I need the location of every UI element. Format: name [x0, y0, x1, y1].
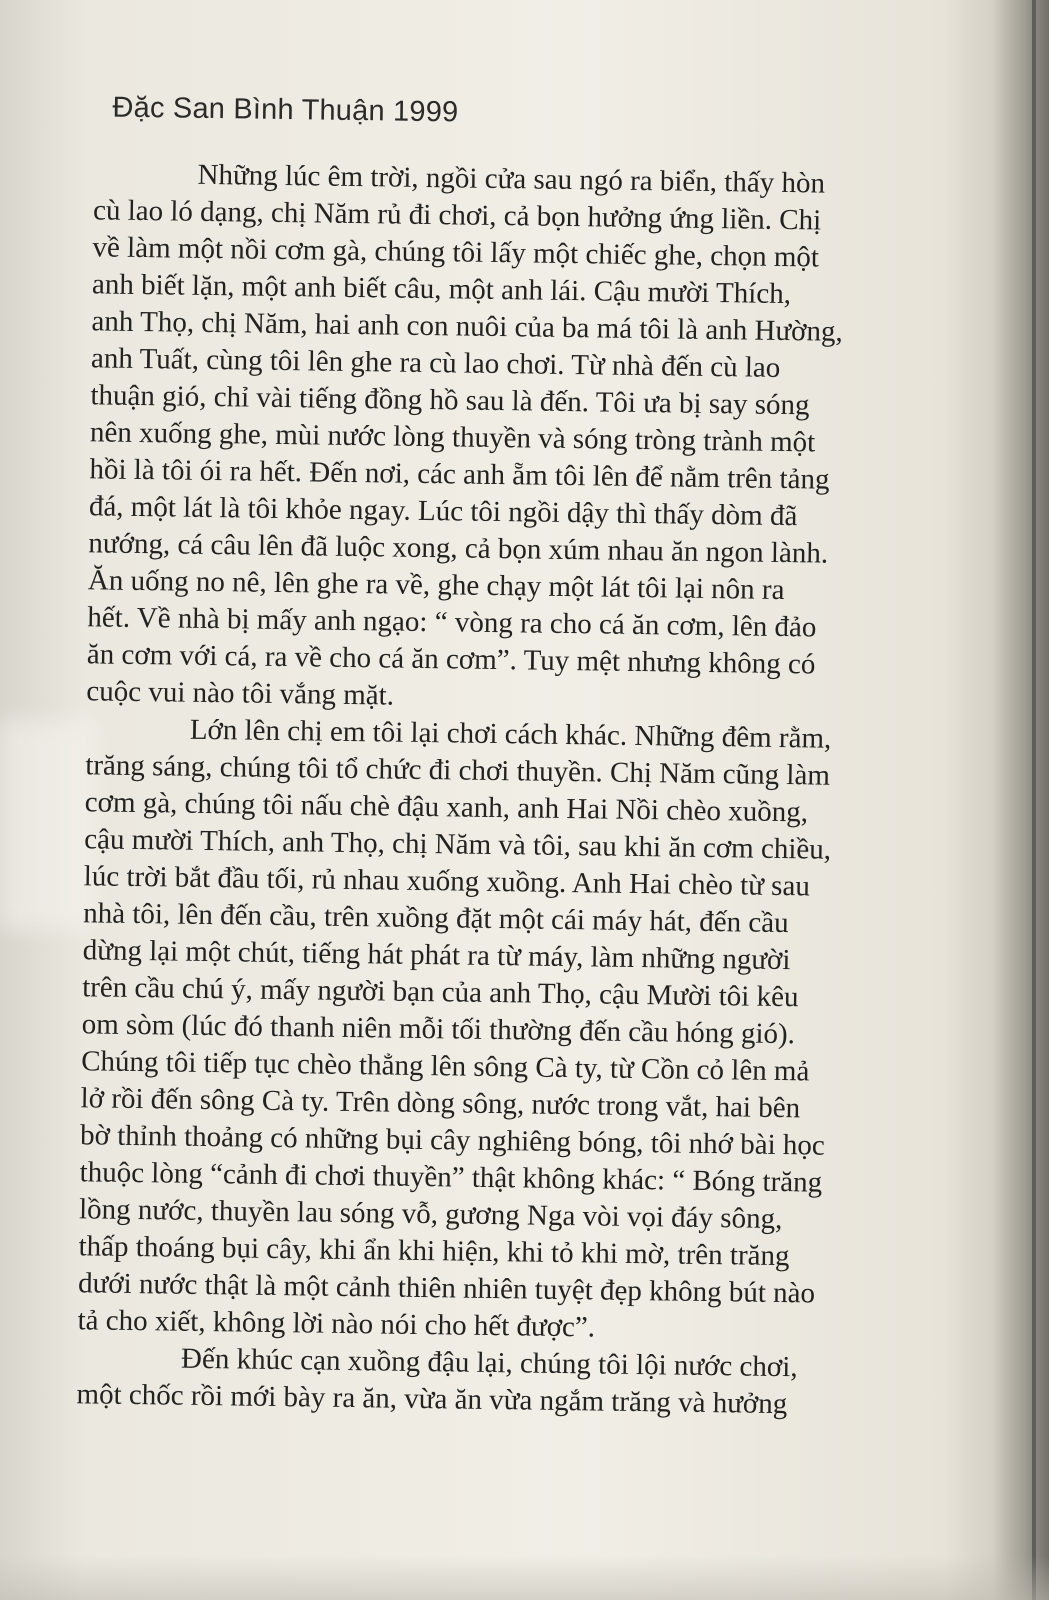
text-line: nhà tôi, lên đến cầu, trên xuồng đặt một cái máy hát, đến cầu	[83, 897, 789, 940]
text-line: cuộc vui nào tôi vắng mặt.	[86, 675, 395, 712]
text-line: lở rồi đến sông Cà ty. Trên dòng sông, nước trong vắt, hai bên	[80, 1082, 801, 1125]
text-line: bờ thỉnh thoảng có những bụi cây nghiêng bóng, tôi nhớ bài học	[79, 1119, 826, 1162]
text-line: dưới nước thật là một cảnh thiên nhiên tuyệt đẹp không bút nào	[77, 1267, 816, 1310]
text-line: tả cho xiết, không lời nào nói cho hết được”.	[77, 1304, 596, 1344]
text-line: trăng sáng, chúng tôi tổ chức đi chơi thuyền. Chị Năm cũng làm	[85, 749, 831, 792]
bottom-shadow	[0, 1555, 1049, 1600]
text-line: nên xuống ghe, mùi nước lòng thuyền và sóng tròng trành một	[89, 416, 816, 459]
book-gutter-shadow	[993, 0, 1049, 1600]
text-line: cù lao ló dạng, chị Năm rủ đi chơi, cả bọn hưởng ứng liền. Chị	[92, 194, 822, 237]
text-line: ăn cơm với cá, ra về cho cá ăn cơm”. Tuy mệt nhưng không có	[86, 638, 816, 681]
text-line: lồng nước, thuyền lau sóng vỗ, gương Nga vòi vọi đáy sông,	[78, 1193, 783, 1236]
text-line: đá, một lát là tôi khỏe ngay. Lúc tôi ngồi dậy thì thấy dòm đã	[88, 490, 798, 533]
text-line: một chốc rồi mới bày ra ăn, vừa ăn vừa ngắm trăng và hưởng	[76, 1378, 788, 1421]
text-line: trên cầu chú ý, mấy người bạn của anh Thọ, cậu Mười tôi kêu	[82, 971, 799, 1014]
paragraph-3	[76, 1339, 911, 1425]
text-line: anh biết lặn, một anh biết câu, một anh lái. Cậu mười Thích,	[91, 268, 792, 311]
text-line: Chúng tôi tiếp tục chèo thẳng lên sông Cà ty, từ Cồn cỏ lên mả	[80, 1045, 810, 1088]
paragraph-1	[86, 155, 928, 722]
text-line: lúc trời bắt đầu tối, rủ nhau xuống xuồng. Anh Hai chèo từ sau	[83, 860, 811, 903]
text-line: anh Thọ, chị Năm, hai anh con nuôi của ba má tôi là anh Hường,	[91, 305, 843, 348]
text-line: Lớn lên chị em tôi lại chơi cách khác. Những đêm rằm,	[189, 713, 832, 755]
text-line: Đến khúc cạn xuồng đậu lại, chúng tôi lội nước chơi,	[180, 1342, 798, 1384]
text-line: Ăn uống no nê, lên ghe ra về, ghe chạy một lát tôi lại nôn ra	[87, 564, 785, 607]
text-line: thuận gió, chỉ vài tiếng đồng hồ sau là đến. Tôi ưa bị say sóng	[90, 379, 810, 422]
body-text	[76, 155, 927, 1425]
text-line: cơm gà, chúng tôi nấu chè đậu xanh, anh Hai Nồi chèo xuồng,	[84, 786, 809, 829]
text-line: cậu mười Thích, anh Thọ, chị Năm và tôi, sau khi ăn cơm chiều,	[84, 823, 832, 866]
text-line: nướng, cá câu lên đã luộc xong, cả bọn xúm nhau ăn ngon lành.	[88, 527, 829, 570]
text-line: hết. Về nhà bị mấy anh ngạo: “ vòng ra cho cá ăn cơm, lên đảo	[87, 601, 817, 644]
text-line: om sòm (lúc đó thanh niên mỗi tối thường đến cầu hóng gió).	[81, 1008, 796, 1051]
text-line: thuộc lòng “cảnh đi chơi thuyền” thật không khác: “ Bóng trăng	[79, 1156, 823, 1199]
paragraph-2	[77, 710, 920, 1351]
text-line: hồi là tôi ói ra hết. Đến nơi, các anh ẵm tôi lên để nằm trên tảng	[89, 453, 830, 496]
text-line: anh Tuất, cùng tôi lên ghe ra cù lao chơi. Từ nhà đến cù lao	[90, 342, 781, 384]
text-line: về làm một nồi cơm gà, chúng tôi lấy một chiếc ghe, chọn một	[92, 231, 820, 274]
text-line: thấp thoáng bụi cây, khi ẩn khi hiện, khi tỏ khi mờ, trên trăng	[78, 1230, 790, 1273]
running-header: Đặc San Bình Thuận 1999	[112, 91, 459, 129]
text-line: dừng lại một chút, tiếng hát phát ra từ máy, làm những người	[82, 934, 791, 977]
text-line: Những lúc êm trời, ngồi cửa sau ngó ra biển, thấy hòn	[197, 158, 826, 200]
